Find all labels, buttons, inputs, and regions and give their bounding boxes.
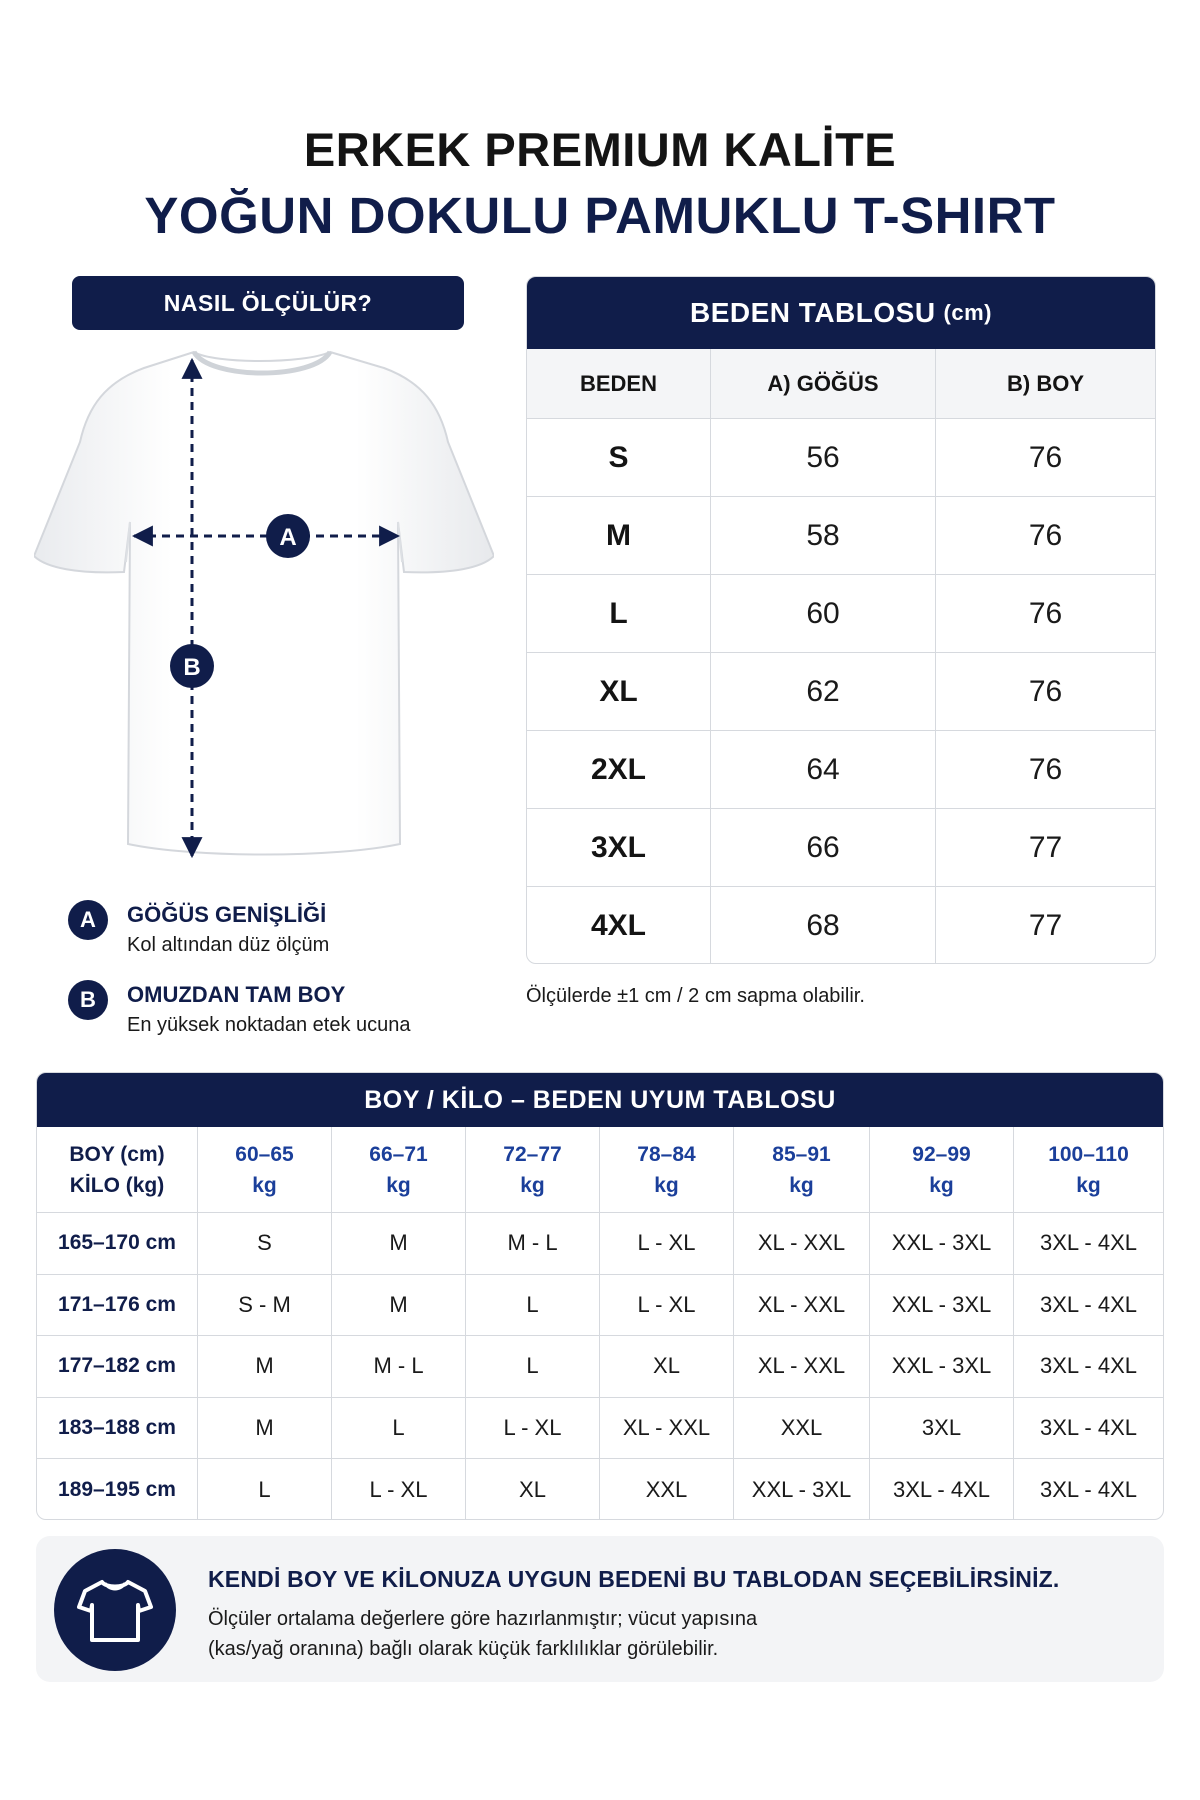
recommended-size-cell: XL - XXL <box>600 1398 734 1459</box>
table-row <box>37 1398 1163 1460</box>
recommended-size-cell: 3XL <box>870 1398 1014 1459</box>
legend-a-badge: A <box>68 900 108 940</box>
table-row <box>37 1336 1163 1398</box>
recommended-size-cell: L <box>466 1336 600 1397</box>
weight-unit: kg <box>654 1173 679 1197</box>
height-range-cell: 171–176 cm <box>37 1275 198 1336</box>
length-cell: 76 <box>1028 518 1063 552</box>
weight-range: 78–84 <box>637 1142 696 1166</box>
recommended-size-cell: XL - XXL <box>734 1336 870 1397</box>
info-panel <box>36 1536 1164 1682</box>
recommended-size-cell: L - XL <box>332 1459 466 1520</box>
table-row <box>527 731 1155 809</box>
weight-unit: kg <box>789 1173 814 1197</box>
length-cell: 77 <box>1028 830 1063 864</box>
recommended-size-cell: L - XL <box>600 1213 734 1274</box>
weight-column-header <box>332 1127 466 1212</box>
recommended-size-cell: S <box>198 1213 332 1274</box>
recommended-size-cell: XXL - 3XL <box>870 1213 1014 1274</box>
table-row <box>527 419 1155 497</box>
weight-range: 60–65 <box>235 1142 294 1166</box>
size-cell: 4XL <box>527 887 711 964</box>
marker-a-label: A <box>279 524 297 551</box>
info-title: KENDİ BOY VE KİLONUZA UYGUN BEDENİ BU TABLODAN SEÇEBİLİRSİNİZ. <box>208 1566 1060 1592</box>
column-header-size: BEDEN <box>527 349 711 418</box>
legend-b-title: OMUZDAN TAM BOY <box>127 982 346 1007</box>
recommended-size-cell: M <box>332 1213 466 1274</box>
table-row <box>527 575 1155 653</box>
recommended-size-cell: XL <box>600 1336 734 1397</box>
weight-column-header <box>466 1127 600 1212</box>
recommended-size-cell: L - XL <box>466 1398 600 1459</box>
fit-corner-weight-label: KİLO (kg) <box>69 1173 165 1197</box>
weight-unit: kg <box>386 1173 411 1197</box>
recommended-size-cell: M <box>198 1398 332 1459</box>
page-subtitle: YOĞUN DOKULU PAMUKLU T-SHIRT <box>144 187 1056 244</box>
recommended-size-cell: M - L <box>332 1336 466 1397</box>
size-cell: L <box>527 575 711 652</box>
recommended-size-cell: S - M <box>198 1275 332 1336</box>
recommended-size-cell: 3XL - 4XL <box>1039 1353 1138 1379</box>
recommended-size-cell: L - XL <box>600 1275 734 1336</box>
size-table-body <box>527 419 1155 964</box>
recommended-size-cell: M <box>198 1336 332 1397</box>
recommended-size-cell: 3XL - 4XL <box>1039 1414 1138 1440</box>
fit-table <box>36 1072 1164 1520</box>
length-cell: 76 <box>1028 674 1063 708</box>
height-range-cell: 177–182 cm <box>37 1336 198 1397</box>
table-row <box>37 1213 1163 1275</box>
chest-cell: 68 <box>711 887 936 964</box>
fit-table-column-headers <box>37 1127 1163 1213</box>
legend-a-subtitle: Kol altından düz ölçüm <box>127 934 330 956</box>
weight-range: 92–99 <box>912 1142 971 1166</box>
weight-unit: kg <box>520 1173 545 1197</box>
chest-cell: 64 <box>711 731 936 808</box>
recommended-size-cell: XXL - 3XL <box>734 1459 870 1520</box>
info-description <box>208 1604 757 1664</box>
weight-column-header <box>734 1127 870 1212</box>
size-cell: M <box>527 497 711 574</box>
chest-cell: 58 <box>711 497 936 574</box>
recommended-size-cell: 3XL - 4XL <box>870 1459 1014 1520</box>
recommended-size-cell: XXL - 3XL <box>870 1336 1014 1397</box>
table-row <box>37 1459 1163 1520</box>
length-cell: 77 <box>1028 909 1063 942</box>
weight-unit: kg <box>1076 1173 1101 1197</box>
fit-table-title: BOY / KİLO – BEDEN UYUM TABLOSU <box>37 1073 1163 1127</box>
recommended-size-cell: XL - XXL <box>734 1213 870 1274</box>
recommended-size-cell: M <box>332 1275 466 1336</box>
weight-column-header <box>870 1127 1014 1212</box>
fit-corner-header <box>37 1127 198 1212</box>
tshirt-measure-diagram <box>34 346 494 876</box>
recommended-size-cell: XXL <box>734 1398 870 1459</box>
length-cell: 76 <box>1028 440 1063 474</box>
info-line-2: (kas/yağ oranına) bağlı olarak küçük farklılıklar görülebilir. <box>208 1638 719 1660</box>
size-cell: 2XL <box>527 731 711 808</box>
size-cell: 3XL <box>527 809 711 886</box>
recommended-size-cell: L <box>332 1398 466 1459</box>
recommended-size-cell: XL - XXL <box>734 1275 870 1336</box>
weight-range: 66–71 <box>369 1142 428 1166</box>
chest-cell: 60 <box>711 575 936 652</box>
table-row <box>527 653 1155 731</box>
size-table-unit: (cm) <box>943 300 992 325</box>
height-range-cell: 165–170 cm <box>37 1213 198 1274</box>
tshirt-body-shape <box>34 352 494 855</box>
recommended-size-cell: L <box>198 1459 332 1520</box>
tshirt-icon <box>54 1549 176 1671</box>
fit-table-body <box>37 1213 1163 1520</box>
size-table-title: BEDEN TABLOSU <box>690 297 936 328</box>
recommended-size-cell: 3XL - 4XL <box>1039 1230 1138 1256</box>
size-cell: S <box>527 419 711 496</box>
recommended-size-cell: M - L <box>466 1213 600 1274</box>
recommended-size-cell: 3XL - 4XL <box>1039 1476 1138 1502</box>
weight-range: 100–110 <box>1048 1142 1129 1166</box>
column-header-length: B) BOY <box>1007 370 1084 396</box>
weight-range: 85–91 <box>772 1142 831 1166</box>
column-header-chest: A) GÖĞÜS <box>711 349 936 418</box>
how-to-measure-header: NASIL ÖLÇÜLÜR? <box>72 276 464 330</box>
legend-a-title: GÖĞÜS GENİŞLİĞİ <box>127 902 327 927</box>
length-cell: 76 <box>1028 752 1063 786</box>
info-line-1: Ölçüler ortalama değerlere göre hazırlanmıştır; vücut yapısına <box>208 1608 758 1630</box>
recommended-size-cell: XL <box>466 1459 600 1520</box>
size-table <box>526 276 1156 964</box>
marker-b-label: B <box>183 654 201 681</box>
weight-column-header <box>1014 1127 1163 1212</box>
height-range-cell: 189–195 cm <box>37 1459 198 1520</box>
recommended-size-cell: XXL - 3XL <box>870 1275 1014 1336</box>
chest-cell: 62 <box>711 653 936 730</box>
table-row <box>527 809 1155 887</box>
size-table-column-headers <box>527 349 1155 419</box>
table-row <box>37 1275 1163 1337</box>
size-cell: XL <box>527 653 711 730</box>
tshirt-illustration <box>34 346 494 876</box>
legend-b-subtitle: En yüksek noktadan etek ucuna <box>127 1014 411 1036</box>
recommended-size-cell: XXL <box>600 1459 734 1520</box>
weight-unit: kg <box>929 1173 954 1197</box>
tolerance-note: Ölçülerde ±1 cm / 2 cm sapma olabilir. <box>526 985 865 1007</box>
size-table-header <box>527 277 1155 349</box>
weight-unit: kg <box>252 1173 277 1197</box>
chest-cell: 56 <box>711 419 936 496</box>
page-title: ERKEK PREMIUM KALİTE <box>303 123 897 176</box>
length-cell: 76 <box>1028 596 1063 630</box>
weight-range: 72–77 <box>503 1142 562 1166</box>
recommended-size-cell: 3XL - 4XL <box>1039 1291 1138 1317</box>
recommended-size-cell: L <box>466 1275 600 1336</box>
table-row <box>527 887 1155 964</box>
legend-b-badge: B <box>68 980 108 1020</box>
table-row <box>527 497 1155 575</box>
fit-corner-height-label: BOY (cm) <box>69 1142 165 1166</box>
weight-column-header <box>600 1127 734 1212</box>
weight-column-header <box>198 1127 332 1212</box>
height-range-cell: 183–188 cm <box>37 1398 198 1459</box>
chest-cell: 66 <box>711 809 936 886</box>
